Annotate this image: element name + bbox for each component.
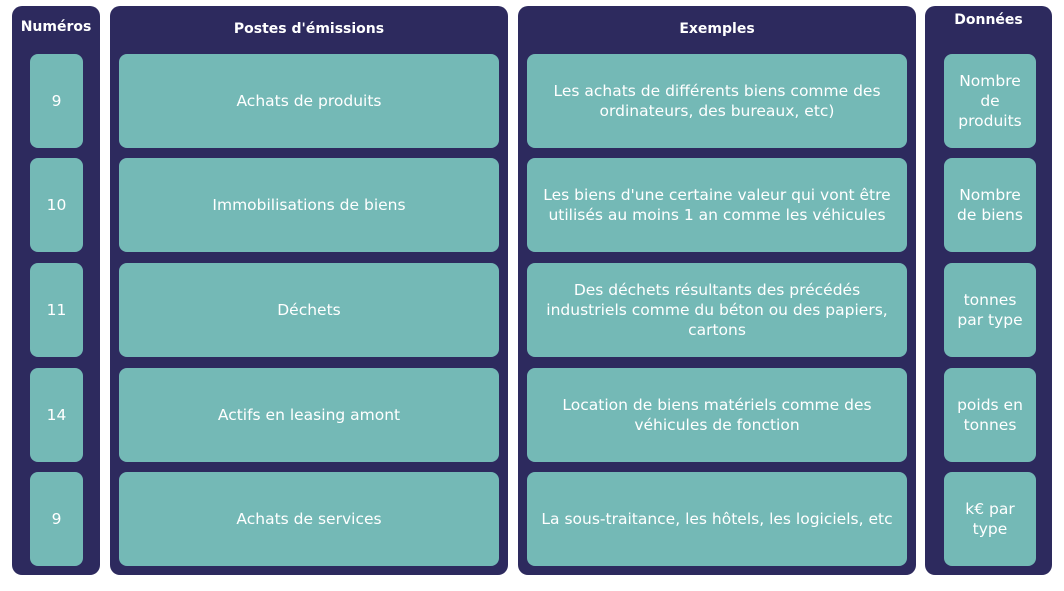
numero-cell: 9: [30, 472, 83, 566]
donnees-column: [925, 6, 1052, 575]
numero-cell: 9: [30, 54, 83, 148]
poste-cell: Actifs en leasing amont: [119, 368, 499, 462]
exemple-cell: Les achats de différents biens comme des ordinateurs, des bureaux, etc): [527, 54, 907, 148]
poste-cell: Achats de produits: [119, 54, 499, 148]
exemples-header: Exemples: [679, 21, 755, 37]
donnee-cell: tonnes par type: [944, 263, 1036, 357]
donnees-header: Données: [954, 12, 1023, 28]
postes-header: Postes d'émissions: [233, 21, 385, 37]
exemple-cell: Les biens d'une certaine valeur qui vont être utilisés au moins 1 an comme les véhicules: [527, 158, 907, 252]
exemple-cell: La sous-traitance, les hôtels, les logiciels, etc: [527, 472, 907, 566]
numero-cell: 14: [30, 368, 83, 462]
numero-cell: 11: [30, 263, 83, 357]
exemple-cell: Location de biens matériels comme des véhicules de fonction: [527, 368, 907, 462]
donnee-cell: poids en tonnes: [944, 368, 1036, 462]
exemple-cell: Des déchets résultants des précédés industriels comme du béton ou des papiers, cartons: [527, 263, 907, 357]
donnee-cell: Nombre de biens: [944, 158, 1036, 252]
donnee-cell: k€ par type: [944, 472, 1036, 566]
numero-cell: 10: [30, 158, 83, 252]
donnee-cell: Nombre de produits: [944, 54, 1036, 148]
poste-cell: Achats de services: [119, 472, 499, 566]
poste-cell: Immobilisations de biens: [119, 158, 499, 252]
numeros-header: Numéros: [20, 19, 92, 35]
postes-column: [110, 6, 508, 575]
exemples-column: [518, 6, 916, 575]
poste-cell: Déchets: [119, 263, 499, 357]
numeros-column: [12, 6, 100, 575]
